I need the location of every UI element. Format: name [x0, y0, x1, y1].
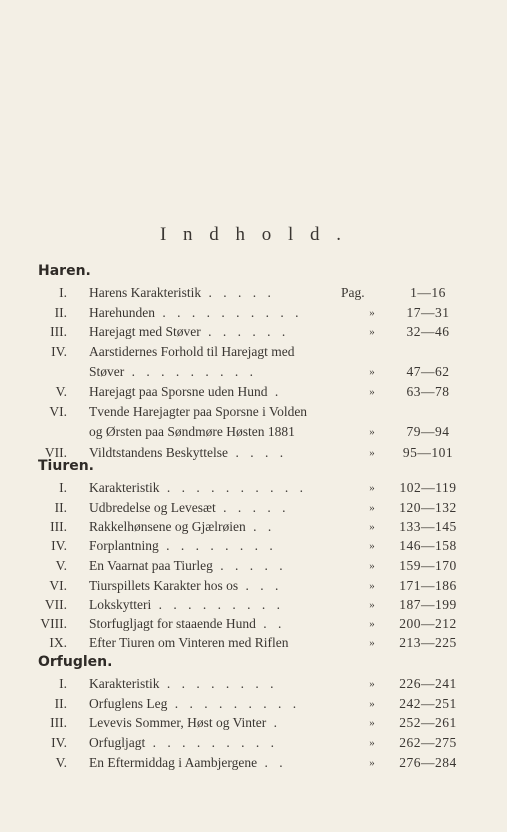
entry-text: Tvende Harejagter paa Sporsne i Volden — [89, 404, 308, 419]
dot-leader: . . . . . . . . — [159, 676, 278, 691]
page-range: 226—241 — [399, 676, 457, 691]
entry-number: I. — [59, 285, 67, 300]
page-range: 171—186 — [399, 578, 457, 593]
ditto-mark: » — [369, 326, 375, 338]
page-range: 133—145 — [399, 519, 457, 534]
entry-title — [89, 324, 289, 340]
entry-title — [89, 616, 285, 632]
entry-number: IX. — [49, 635, 67, 650]
entry-text: Rakkelhønsene og Gjælrøien — [89, 519, 246, 534]
entry-number: III. — [50, 324, 67, 339]
section-heading: Haren. — [38, 263, 91, 279]
entry-text: Efter Tiuren om Vinteren med Riflen — [89, 635, 289, 650]
section-heading: Tiuren. — [38, 458, 94, 474]
ditto-mark: » — [369, 737, 375, 749]
dot-leader: . . — [255, 616, 286, 631]
entry-number: III. — [50, 715, 67, 730]
page-range: 79—94 — [406, 424, 450, 439]
entry-text: Orfugljagt — [89, 735, 146, 750]
entry-title — [89, 404, 307, 420]
page-range: 252—261 — [399, 715, 457, 730]
entry-title — [89, 384, 282, 400]
ditto-mark: » — [369, 482, 375, 494]
entry-text: En Eftermiddag i Aambjergene — [89, 755, 258, 770]
ditto-mark: » — [369, 757, 375, 769]
entry-number: III. — [50, 519, 67, 534]
entry-title — [89, 558, 287, 574]
ditto-mark: » — [369, 580, 375, 592]
entry-title — [89, 755, 287, 771]
page-range: 242—251 — [399, 696, 457, 711]
entry-title — [89, 500, 289, 516]
entry-title — [89, 344, 294, 360]
page-range: 95—101 — [402, 445, 454, 460]
entry-number: V. — [55, 558, 67, 573]
dot-leader: . . . . — [228, 445, 288, 460]
entry-text: Orfuglens Leg — [89, 696, 168, 711]
dot-leader: . . . . . . . . . — [167, 696, 301, 711]
entry-number: V. — [55, 755, 67, 770]
page-range: 63—78 — [406, 384, 450, 399]
page-range: 159—170 — [399, 558, 457, 573]
entry-number: I. — [59, 480, 67, 495]
entry-text: Harejagt paa Sporsne uden Hund — [89, 384, 268, 399]
section-heading: Orfuglen. — [38, 654, 113, 670]
entry-title — [89, 597, 284, 613]
entry-title — [89, 715, 281, 731]
entry-text: Harejagt med Støver — [89, 324, 201, 339]
dot-leader: . . . — [238, 578, 283, 593]
ditto-mark: » — [369, 618, 375, 630]
entry-title — [89, 538, 277, 554]
page-range: 17—31 — [406, 305, 450, 320]
page-title: I n d h o l d . — [159, 224, 348, 245]
entry-text: Støver — [89, 364, 125, 379]
ditto-mark: » — [369, 521, 375, 533]
ditto-mark: » — [369, 307, 375, 319]
entry-number: II. — [54, 696, 67, 711]
page-range: 276—284 — [399, 755, 457, 770]
entry-number: II. — [54, 500, 67, 515]
entry-text: Tiurspillets Karakter hos os — [89, 578, 239, 593]
page-range: 146—158 — [399, 538, 457, 553]
entry-title — [89, 696, 300, 712]
entry-title — [89, 285, 275, 301]
page-range: 187—199 — [399, 597, 457, 612]
entry-title — [89, 676, 277, 692]
entry-title — [89, 735, 278, 751]
ditto-mark: » — [369, 560, 375, 572]
page-range: 262—275 — [399, 735, 457, 750]
ditto-mark: » — [369, 637, 375, 649]
entry-text: Lokskytteri — [89, 597, 152, 612]
ditto-mark: » — [369, 540, 375, 552]
dot-leader: . — [266, 715, 282, 730]
page-range: 120—132 — [399, 500, 457, 515]
entry-text: Udbredelse og Levesæt — [89, 500, 216, 515]
ditto-mark: » — [369, 678, 375, 690]
ditto-mark: » — [369, 698, 375, 710]
entry-number: VII. — [44, 445, 67, 460]
entry-number: VIII. — [40, 616, 67, 631]
entry-number: IV. — [51, 538, 67, 553]
entry-number: II. — [54, 305, 67, 320]
entry-text: Harens Karakteristik — [89, 285, 202, 300]
dot-leader: . . . . . . . . . — [151, 597, 284, 612]
entry-number: VI. — [49, 578, 67, 593]
ditto-mark: » — [369, 599, 375, 611]
dot-leader: . . . . . . — [200, 324, 290, 339]
entry-title — [89, 519, 275, 535]
pag-label: Pag. — [341, 285, 365, 300]
dot-leader: . . . . . . . . . . — [154, 305, 303, 320]
entry-text: Storfugljagt for staaende Hund — [89, 616, 256, 631]
entry-number: IV. — [51, 344, 67, 359]
dot-leader: . . — [257, 755, 287, 770]
entry-number: IV. — [51, 735, 67, 750]
ditto-mark: » — [369, 386, 375, 398]
entry-title — [89, 578, 282, 594]
entry-title — [89, 424, 295, 440]
ditto-mark: » — [369, 366, 375, 378]
ditto-mark: » — [369, 426, 375, 438]
entry-number: I. — [59, 676, 67, 691]
ditto-mark: » — [369, 502, 375, 514]
dot-leader: . . — [245, 519, 276, 534]
ditto-mark: » — [369, 447, 375, 459]
page-range: 200—212 — [399, 616, 457, 631]
entry-text: Aarstidernes Forhold til Harejagt med — [89, 344, 295, 359]
dot-leader: . . . . . — [212, 558, 287, 573]
dot-leader: . . . . . — [201, 285, 275, 300]
entry-title — [89, 364, 257, 380]
dot-leader: . . . . . . . . . — [124, 364, 257, 379]
page-range: 213—225 — [399, 635, 457, 650]
entry-text: Forplantning — [89, 538, 159, 553]
dot-leader: . . . . . . . . . — [145, 735, 278, 750]
entry-text: Levevis Sommer, Høst og Vinter — [89, 715, 267, 730]
entry-text: Karakteristik — [89, 676, 160, 691]
entry-title — [89, 305, 302, 321]
page-range: 102—119 — [399, 480, 457, 495]
dot-leader: . . . . . — [215, 500, 290, 515]
entry-number: VI. — [49, 404, 67, 419]
entry-title — [89, 445, 287, 461]
entry-title — [89, 480, 307, 496]
entry-title — [89, 635, 289, 651]
entry-text: En Vaarnat paa Tiurleg — [89, 558, 213, 573]
page-range: 32—46 — [406, 324, 450, 339]
dot-leader: . . . . . . . . . . — [159, 480, 307, 495]
entry-number: V. — [55, 384, 67, 399]
entry-number: VII. — [44, 597, 67, 612]
ditto-mark: » — [369, 717, 375, 729]
page-range: 1—16 — [410, 285, 446, 300]
dot-leader: . . . . . . . . — [158, 538, 277, 553]
entry-text: Vildtstandens Beskyttelse — [89, 445, 229, 460]
page-range: 47—62 — [406, 364, 450, 379]
entry-text: og Ørsten paa Søndmøre Høsten 1881 — [89, 424, 295, 439]
entry-text: Karakteristik — [89, 480, 160, 495]
entry-text: Harehunden — [89, 305, 155, 320]
dot-leader: . — [267, 384, 283, 399]
